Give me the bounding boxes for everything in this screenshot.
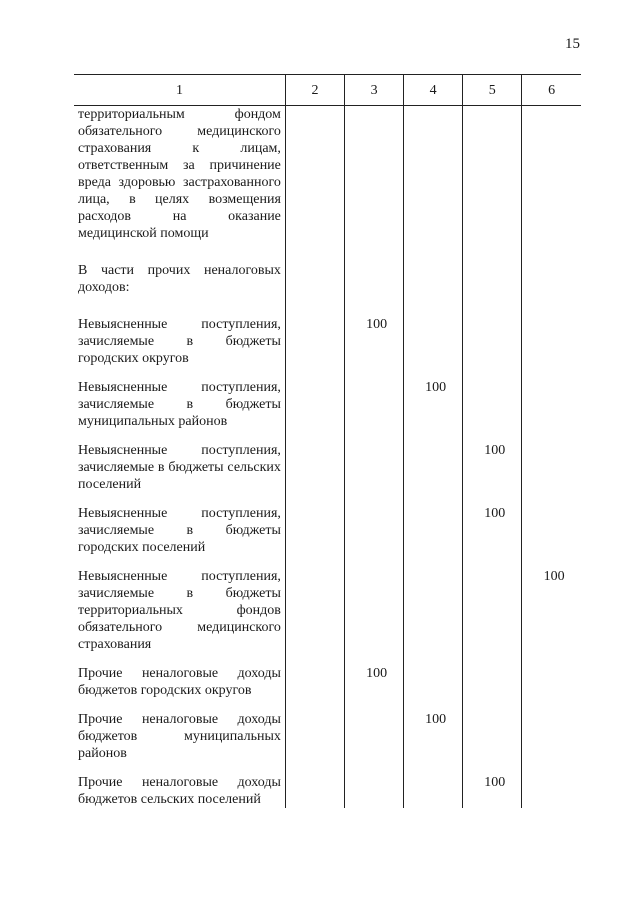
cell-col-3 bbox=[345, 762, 404, 808]
cell-col-5: 100 bbox=[463, 430, 522, 493]
cell-col-5 bbox=[463, 699, 522, 762]
cell-col-5 bbox=[463, 556, 522, 653]
header-col-5: 5 bbox=[463, 75, 522, 106]
cell-col-6 bbox=[522, 296, 581, 367]
table-row bbox=[74, 242, 581, 296]
cell-col-6: 100 bbox=[522, 556, 581, 653]
cell-col-2 bbox=[285, 653, 344, 699]
row-description: Прочие неналоговые доходы бюджетов городских округов bbox=[78, 666, 281, 698]
cell-col-5 bbox=[463, 296, 522, 367]
cell-col-3 bbox=[345, 430, 404, 493]
cell-col-6 bbox=[522, 430, 581, 493]
table-row bbox=[74, 556, 581, 653]
cell-col-3: 100 bbox=[345, 653, 404, 699]
cell-col-6 bbox=[522, 106, 581, 243]
row-description: территориальным фондом обязательного медицинского страхования к лицам, ответственным за причинение вреда здоровью застрахованного лица, в целях возмещения расходов на оказание медицинской помощи bbox=[78, 107, 281, 241]
cell-col-6 bbox=[522, 762, 581, 808]
table-row bbox=[74, 430, 581, 493]
cell-col-4: 100 bbox=[404, 699, 463, 762]
cell-col-4 bbox=[404, 296, 463, 367]
cell-col-3 bbox=[345, 493, 404, 556]
cell-col-2 bbox=[285, 430, 344, 493]
cell-col-5 bbox=[463, 367, 522, 430]
cell-col-4: 100 bbox=[404, 367, 463, 430]
header-col-6: 6 bbox=[522, 75, 581, 106]
cell-col-6 bbox=[522, 367, 581, 430]
cell-col-2 bbox=[285, 296, 344, 367]
header-col-3: 3 bbox=[345, 75, 404, 106]
cell-col-2 bbox=[285, 367, 344, 430]
table-row bbox=[74, 367, 581, 430]
cell-col-4 bbox=[404, 493, 463, 556]
cell-col-3: 100 bbox=[345, 296, 404, 367]
row-description: В части прочих неналоговых доходов: bbox=[78, 263, 281, 295]
cell-col-3 bbox=[345, 242, 404, 296]
row-description: Прочие неналоговые доходы бюджетов сельских поселений bbox=[78, 775, 281, 807]
table-row bbox=[74, 493, 581, 556]
cell-col-4 bbox=[404, 556, 463, 653]
cell-col-2 bbox=[285, 699, 344, 762]
cell-col-5 bbox=[463, 653, 522, 699]
cell-col-3 bbox=[345, 699, 404, 762]
table-row bbox=[74, 699, 581, 762]
cell-col-5: 100 bbox=[463, 493, 522, 556]
cell-col-2 bbox=[285, 493, 344, 556]
header-col-2: 2 bbox=[285, 75, 344, 106]
cell-col-4 bbox=[404, 762, 463, 808]
table-header-row bbox=[74, 75, 581, 106]
row-description: Прочие неналоговые доходы бюджетов муниципальных районов bbox=[78, 712, 281, 761]
row-description: Невыясненные поступления, зачисляемые в бюджеты городских поселений bbox=[78, 506, 281, 555]
cell-col-6 bbox=[522, 242, 581, 296]
header-col-1: 1 bbox=[74, 75, 285, 106]
cell-col-4 bbox=[404, 430, 463, 493]
cell-col-3 bbox=[345, 556, 404, 653]
cell-col-2 bbox=[285, 242, 344, 296]
cell-col-6 bbox=[522, 699, 581, 762]
page-number: 15 bbox=[565, 36, 580, 52]
budget-table bbox=[74, 74, 581, 808]
row-description: Невыясненные поступления, зачисляемые в бюджеты территориальных фондов обязательного медицинского страхования bbox=[78, 569, 281, 652]
header-col-4: 4 bbox=[404, 75, 463, 106]
row-description: Невыясненные поступления, зачисляемые в бюджеты городских округов bbox=[78, 317, 281, 366]
table-row bbox=[74, 296, 581, 367]
cell-col-4 bbox=[404, 653, 463, 699]
cell-col-2 bbox=[285, 762, 344, 808]
table-row bbox=[74, 762, 581, 808]
cell-col-5: 100 bbox=[463, 762, 522, 808]
cell-col-2 bbox=[285, 106, 344, 243]
cell-col-6 bbox=[522, 653, 581, 699]
cell-col-5 bbox=[463, 106, 522, 243]
cell-col-2 bbox=[285, 556, 344, 653]
cell-col-4 bbox=[404, 242, 463, 296]
row-description: Невыясненные поступления, зачисляемые в бюджеты сельских поселений bbox=[78, 443, 281, 492]
cell-col-5 bbox=[463, 242, 522, 296]
cell-col-3 bbox=[345, 106, 404, 243]
table-row bbox=[74, 653, 581, 699]
table-row bbox=[74, 106, 581, 243]
cell-col-4 bbox=[404, 106, 463, 243]
cell-col-3 bbox=[345, 367, 404, 430]
cell-col-6 bbox=[522, 493, 581, 556]
row-description: Невыясненные поступления, зачисляемые в бюджеты муниципальных районов bbox=[78, 380, 281, 429]
